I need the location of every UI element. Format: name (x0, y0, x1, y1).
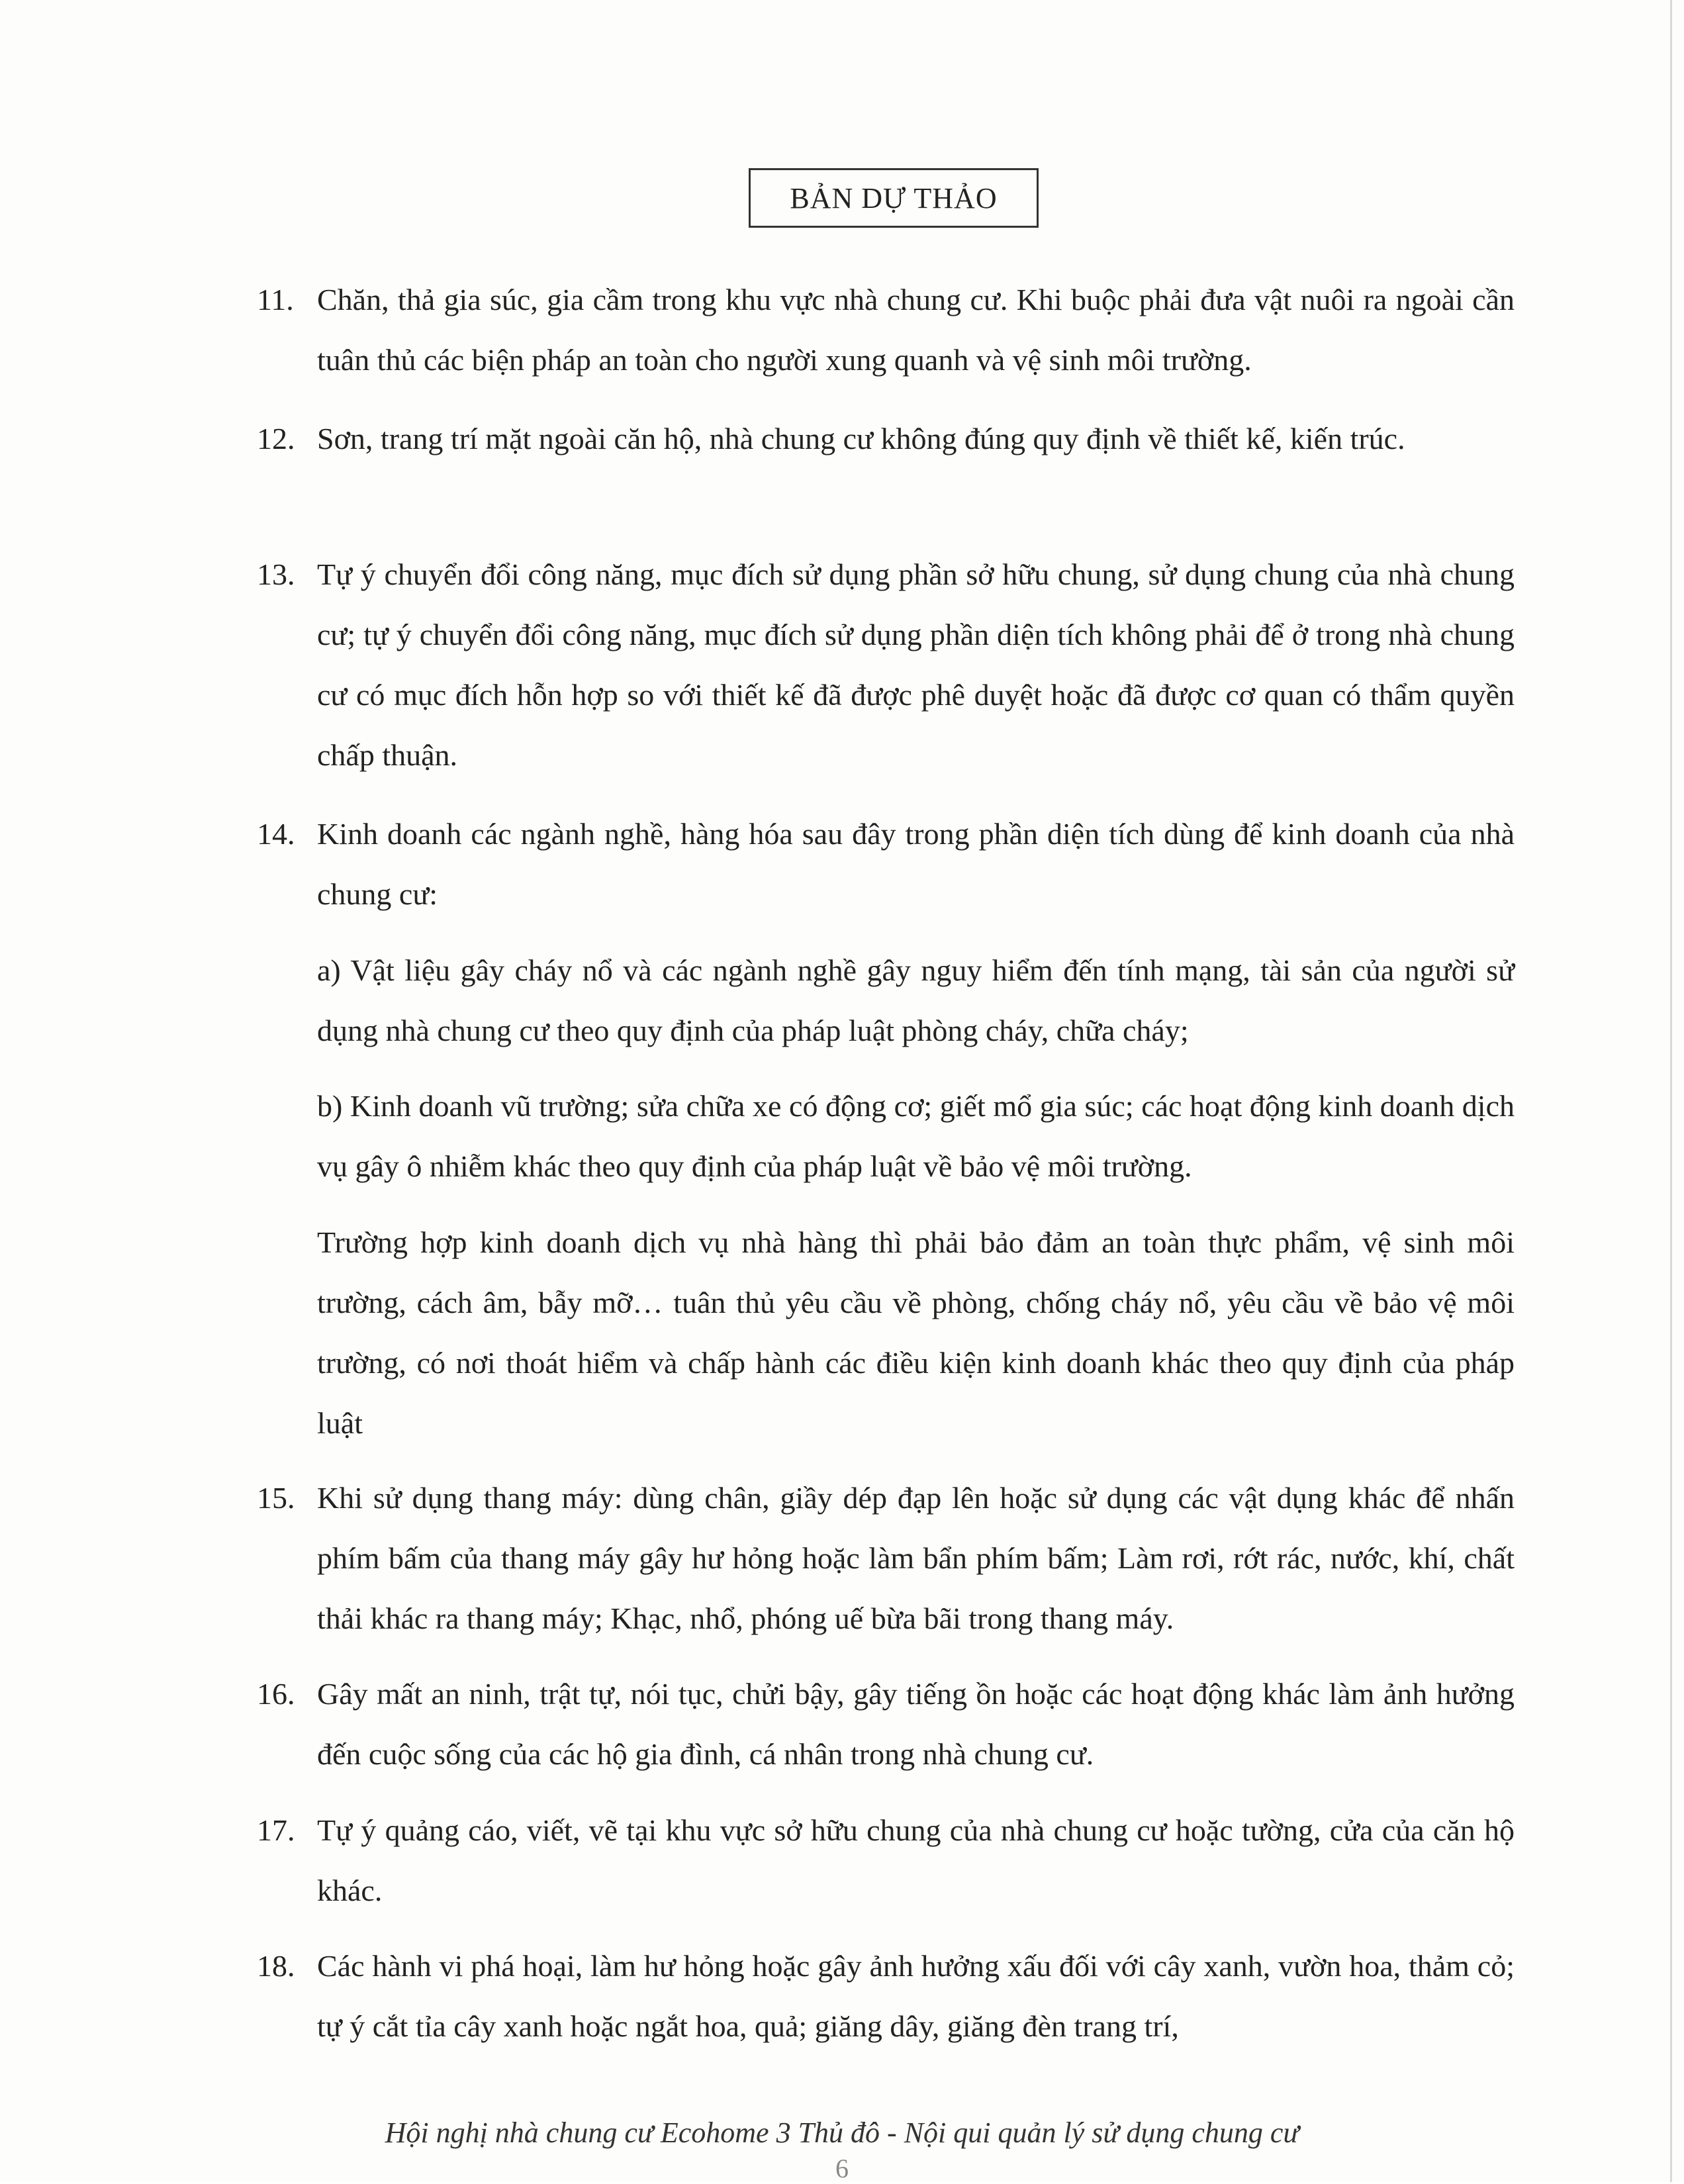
draft-label: BẢN DỰ THẢO (790, 181, 998, 214)
list-item-17 (257, 1800, 1515, 1921)
item-number: 18. (257, 1949, 295, 1983)
item-number: 15. (257, 1481, 295, 1515)
item-text: Chăn, thả gia súc, gia cầm trong khu vực nhà chung cư. Khi buộc phải đưa vật nuôi ra ngoài cần tuân thủ các biện pháp an toàn cho người xung quanh và vệ sinh môi trường. (317, 283, 1515, 377)
item-14-sub-a: a) Vật liệu gây cháy nổ và các ngành nghề gây nguy hiểm đến tính mạng, tài sản của người sử dụng nhà chung cư theo quy định của pháp luật phòng cháy, chữa cháy; (317, 953, 1515, 1047)
item-text: Tự ý chuyển đổi công năng, mục đích sử dụng phần sở hữu chung, sử dụng chung của nhà chung cư; tự ý chuyển đổi công năng, mục đích sử dụng phần diện tích không phải để ở trong nhà chung cư có mục đích hỗn hợp so với thiết kế đã được phê duyệt hoặc đã được cơ quan có thẩm quyền chấp thuận. (317, 557, 1515, 772)
list-item-16 (257, 1664, 1515, 1784)
list-item-15 (257, 1468, 1515, 1648)
page-number: 6 (835, 2154, 849, 2183)
item-text: Các hành vi phá hoại, làm hư hỏng hoặc gây ảnh hưởng xấu đối với cây xanh, vườn hoa, thảm cỏ; tự ý cắt tỉa cây xanh hoặc ngắt hoa, quả; giăng dây, giăng đèn trang trí, (317, 1949, 1515, 2043)
list-item-12 (257, 408, 1515, 469)
item-text: Gây mất an ninh, trật tự, nói tục, chửi bậy, gây tiếng ồn hoặc các hoạt động khác làm ảnh hưởng đến cuộc sống của các hộ gia đình, cá nhân trong nhà chung cư. (317, 1677, 1515, 1771)
list-item-11 (257, 269, 1515, 390)
item-text: Tự ý quảng cáo, viết, vẽ tại khu vực sở hữu chung của nhà chung cư hoặc tường, cửa của căn hộ khác. (317, 1813, 1515, 1907)
item-14-note: Trường hợp kinh doanh dịch vụ nhà hàng thì phải bảo đảm an toàn thực phẩm, vệ sinh môi trường, cách âm, bẫy mỡ… tuân thủ yêu cầu về phòng, chống cháy nổ, yêu cầu về bảo vệ môi trường, có nơi thoát hiểm và chấp hành các điều kiện kinh doanh khác theo quy định của pháp luật (317, 1225, 1515, 1440)
list-item-18 (257, 1936, 1515, 2056)
item-number: 12. (257, 422, 295, 455)
page-footer: Hội nghị nhà chung cư Ecohome 3 Thủ đô - Nội qui quản lý sử dụng chung cư (385, 2116, 1299, 2149)
item-number: 17. (257, 1813, 295, 1847)
item-number: 13. (257, 557, 295, 591)
item-text: Kinh doanh các ngành nghề, hàng hóa sau đây trong phần diện tích dùng để kinh doanh của nhà chung cư: (317, 817, 1515, 911)
item-number: 14. (257, 817, 295, 851)
list-item-14 (257, 804, 1515, 924)
item-number: 16. (257, 1677, 295, 1711)
list-item-13 (257, 544, 1515, 785)
item-14-sub-b: b) Kinh doanh vũ trường; sửa chữa xe có động cơ; giết mổ gia súc; các hoạt động kinh doanh dịch vụ gây ô nhiễm khác theo quy định của pháp luật về bảo vệ môi trường. (317, 1089, 1515, 1183)
item-number: 11. (257, 283, 294, 316)
item-text: Sơn, trang trí mặt ngoài căn hộ, nhà chung cư không đúng quy định về thiết kế, kiến trúc. (317, 422, 1405, 455)
item-text: Khi sử dụng thang máy: dùng chân, giầy dép đạp lên hoặc sử dụng các vật dụng khác để nhấn phím bấm của thang máy gây hư hỏng hoặc làm bẩn phím bấm; Làm rơi, rớt rác, nước, khí, chất thải khác ra thang máy; Khạc, nhổ, phóng uế bừa bãi trong thang máy. (317, 1481, 1515, 1635)
